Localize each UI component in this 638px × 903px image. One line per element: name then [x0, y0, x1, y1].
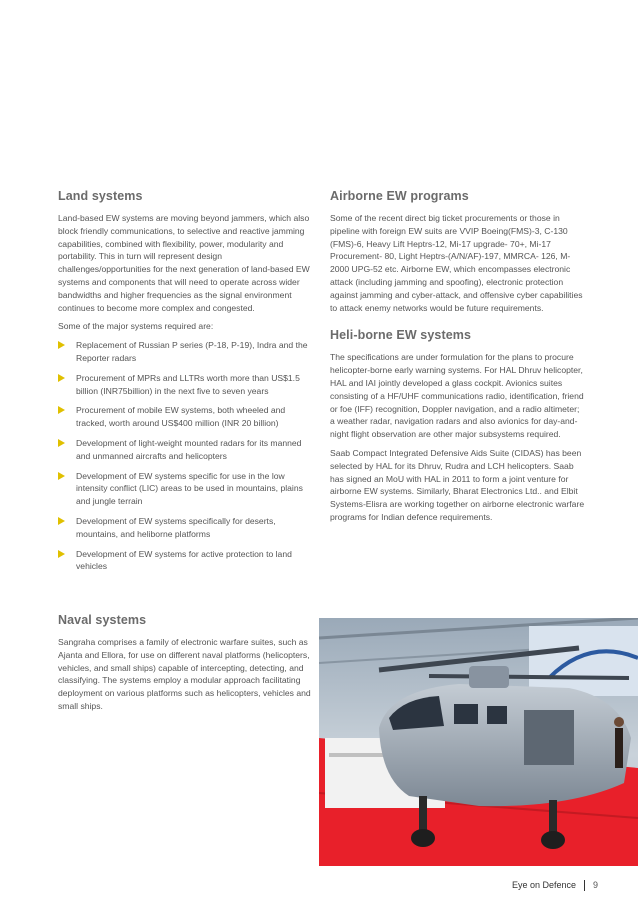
airborne-ew-heading: Airborne EW programs	[330, 189, 469, 203]
heliborne-ew-paragraph-1: The specifications are under formulation for the plans to procure helicopter-borne early warning systems. For HAL Dhruv helicopter, HAL and IAI jointly developed a glass cockpit. Avionics suites consisting of a HF/UHF communications radio, identification, friend or foe (IFF) recognition, Doppler navigation, and a radio altimeter; a weather radar, navigation radars and also avionics for day-and-night flight observation are other major subsystems required.	[330, 352, 584, 440]
bullet-arrow-icon	[58, 374, 65, 382]
bullet-arrow-icon	[58, 472, 65, 480]
airborne-ew-paragraph: Some of the recent direct big ticket procurements or those in pipeline with foreign EW suits are VVIP Boeing(FMS)-3, C-130 (FMS)-6, Heavy Lift Heptrs-12, Mi-17 upgrade- 70+, Mi-17 Procurement- 80, Light Heptrs-(A/N/AF)-197, MMRCA- 126, M-2000 UPG-52 etc. Airborne EW, which encompasses electronic attack (including jamming and spoofing), electronic protection against jamming and cyber-attack, and offensive cyber capabilities to attack enemy networks would be future requirements.	[330, 213, 583, 313]
land-systems-section	[58, 189, 313, 580]
footer-divider	[584, 880, 585, 891]
bullet-arrow-icon	[58, 439, 65, 447]
page-footer	[512, 880, 598, 891]
naval-systems-paragraph: Sangraha comprises a family of electronic warfare suites, such as Ajanta and Ellora, for use on different naval platforms (helicopters, vehicles, and small ships) capable of intercepting, detecting, and classifying. The systems employ a modular approach facilitating deployment on various platforms such as helicopters, vehicles and small ships.	[58, 637, 311, 711]
bullet-arrow-icon	[58, 341, 65, 349]
list-item: Development of EW systems specific for use in the low intensity conflict (LIC) areas to be used in mountains, plains and jungle terrain	[58, 470, 313, 508]
land-systems-heading: Land systems	[58, 189, 143, 203]
list-item: Procurement of MPRs and LLTRs worth more than US$1.5 billion (INR75billion) in the next five to seven years	[58, 372, 313, 398]
page-number: 9	[592, 879, 598, 890]
list-item: Development of EW systems specifically for deserts, mountains, and heliborne platforms	[58, 515, 313, 541]
naval-systems-heading: Naval systems	[58, 613, 147, 627]
list-item: Procurement of mobile EW systems, both wheeled and tracked, worth around US$400 million (INR 20 billion)	[58, 404, 313, 430]
land-systems-paragraph: Land-based EW systems are moving beyond jammers, which also block friendly communications, to selective and reactive jamming capabilities, combined with flexibility, power, modularity and portability. This in turn will represent design challenges/opportunities for the next generation of land-based EW systems and components that will need to operate across wider bandwidths and higher frequencies as the signal environment continues to become more complex and congested.	[58, 213, 310, 313]
list-item: Development of light-weight mounted radars for its manned and unmanned aircrafts and helicopters	[58, 437, 313, 463]
naval-systems-section	[58, 613, 313, 719]
helicopter-photo	[319, 618, 638, 866]
land-systems-list	[58, 339, 313, 573]
list-item: Replacement of Russian P series (P-18, P-19), Indra and the Reporter radars	[58, 339, 313, 365]
publication-title: Eye on Defence	[511, 879, 576, 890]
heliborne-ew-paragraph-2: Saab Compact Integrated Defensive Aids Suite (CIDAS) has been selected by HAL for its Dhruv, Rudra and LCH helicopters. Saab has signed an MoU with HAL in 2011 to form a joint venture for airborne EW systems. Similarly, Bharat Electronics Ltd.. and Elbit Systems-Elisra are working together on airborne electronic warfare programs for Indian defence requirements.	[330, 447, 585, 522]
airborne-ew-section	[330, 189, 585, 530]
bullet-arrow-icon	[58, 550, 65, 558]
land-systems-intro: Some of the major systems required are:	[58, 321, 214, 332]
bullet-arrow-icon	[58, 517, 65, 525]
list-item: Development of EW systems for active protection to land vehicles	[58, 548, 313, 574]
heliborne-ew-heading: Heli-borne EW systems	[330, 328, 472, 343]
bullet-arrow-icon	[58, 406, 65, 414]
